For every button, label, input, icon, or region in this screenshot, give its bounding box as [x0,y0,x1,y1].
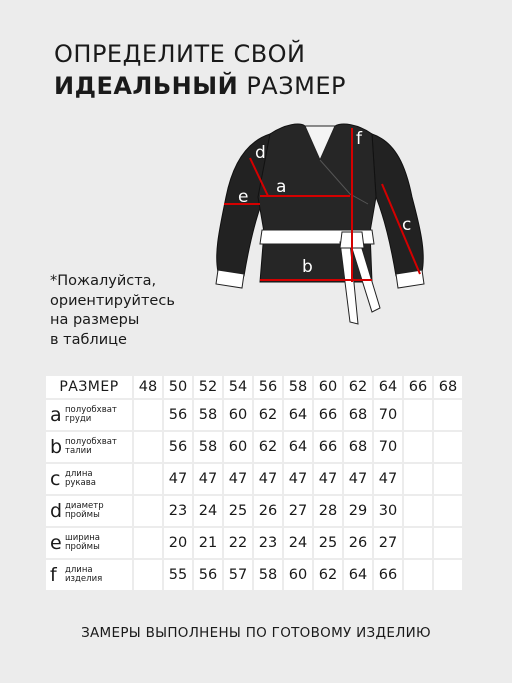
note-line-3: на размеры [50,312,140,328]
row-desc [65,502,104,521]
size-header-row [46,376,462,398]
row-desc-line-1: полуобхват [65,404,117,415]
row-label-wrap [50,533,132,553]
table-cell: 47 [224,464,252,494]
table-cell [434,432,462,462]
table-cell: 24 [284,528,312,558]
table-cell: 56 [164,400,192,430]
row-letter: a [50,404,62,426]
table-cell: 58 [194,400,222,430]
table-cell: 47 [314,464,342,494]
table-cell: 64 [344,560,372,590]
table-cell [404,496,432,526]
table-cell: 56 [194,560,222,590]
table-cell [404,400,432,430]
table-cell: 66 [314,432,342,462]
row-desc-line-1: длина [65,468,93,479]
table-cell: 47 [374,464,402,494]
row-label [46,496,132,526]
row-desc-line-2: проймы [65,510,100,520]
row-label [46,464,132,494]
table-cell [404,432,432,462]
table-cell: 68 [344,432,372,462]
size-col-header: 54 [224,376,252,398]
table-row [46,400,462,430]
table-cell: 24 [194,496,222,526]
row-desc-line-1: полуобхват [65,436,117,447]
row-desc-line-2: груди [65,414,92,424]
row-letter: e [50,532,62,554]
table-cell: 26 [254,496,282,526]
note-line-2: ориентируйтесь [50,292,175,309]
table-cell: 55 [164,560,192,590]
table-cell [134,432,162,462]
label-c: c [402,215,412,235]
row-letter: f [50,564,57,586]
row-desc [65,438,117,457]
table-row [46,432,462,462]
table-cell: 60 [224,432,252,462]
table-cell: 47 [284,464,312,494]
table-cell: 26 [344,528,372,558]
label-b: b [302,257,313,277]
title-rest: РАЗМЕР [238,72,346,100]
row-label-wrap [50,565,132,585]
right-sleeve [372,134,423,279]
table-cell [134,560,162,590]
label-e: e [238,187,249,207]
size-col-header: 56 [254,376,282,398]
table-cell: 21 [194,528,222,558]
row-label [46,432,132,462]
table-cell: 47 [254,464,282,494]
table-cell: 22 [224,528,252,558]
table-cell: 62 [254,432,282,462]
size-table [44,374,464,592]
row-label-wrap [50,501,132,521]
table-cell [434,528,462,558]
row-label [46,528,132,558]
table-cell [404,528,432,558]
size-col-header: 50 [164,376,192,398]
table-cell: 27 [284,496,312,526]
size-col-header: 68 [434,376,462,398]
note-line-4: в таблице [50,331,127,348]
table-cell [434,560,462,590]
table-cell: 64 [284,432,312,462]
table-cell [434,496,462,526]
size-col-header: 52 [194,376,222,398]
table-cell: 70 [374,400,402,430]
title-line-1: ОПРЕДЕЛИТЕ СВОЙ [54,40,306,68]
table-cell [134,400,162,430]
row-label-wrap [50,469,132,489]
table-cell: 23 [254,528,282,558]
table-cell: 27 [374,528,402,558]
table-cell: 25 [224,496,252,526]
label-f: f [356,129,362,149]
table-cell [404,464,432,494]
label-a: a [276,177,287,197]
row-desc-line-1: длина [65,564,93,575]
table-cell: 23 [164,496,192,526]
title-bold-word: ИДЕАЛЬНЫЙ [54,72,239,100]
row-desc-line-1: диаметр [65,500,104,511]
table-cell: 57 [224,560,252,590]
table-cell [134,464,162,494]
row-desc-line-2: изделия [65,574,103,584]
table-cell: 20 [164,528,192,558]
table-row [46,560,462,590]
title-line-2 [54,70,346,102]
row-letter: d [50,500,63,522]
table-cell: 28 [314,496,342,526]
size-header-label: РАЗМЕР [46,376,132,398]
table-cell: 70 [374,432,402,462]
table-cell: 62 [314,560,342,590]
table-cell: 47 [194,464,222,494]
row-label [46,560,132,590]
table-cell: 29 [344,496,372,526]
table-cell [134,528,162,558]
page-title [54,38,346,102]
row-letter: c [50,468,61,490]
size-col-header: 64 [374,376,402,398]
table-row [46,464,462,494]
table-row [46,528,462,558]
size-col-header: 62 [344,376,372,398]
size-col-header: 66 [404,376,432,398]
row-label-wrap [50,437,132,457]
row-desc [65,470,96,489]
table-cell [404,560,432,590]
row-letter: b [50,436,63,458]
table-cell: 58 [254,560,282,590]
size-col-header: 58 [284,376,312,398]
table-cell [434,464,462,494]
row-desc-line-2: рукава [65,478,96,488]
table-row [46,496,462,526]
row-desc-line-1: ширина [65,532,100,543]
footer-note: ЗАМЕРЫ ВЫПОЛНЕНЫ ПО ГОТОВОМУ ИЗДЕЛИЮ [81,625,431,641]
table-cell: 62 [254,400,282,430]
table-cell [434,400,462,430]
row-desc [65,406,117,425]
table-cell: 47 [344,464,372,494]
row-label [46,400,132,430]
table-cell [134,496,162,526]
table-cell: 60 [284,560,312,590]
table-cell: 56 [164,432,192,462]
table-cell: 60 [224,400,252,430]
table-cell: 25 [314,528,342,558]
note-line-1: *Пожалуйста, [50,273,157,289]
label-d: d [255,143,266,163]
garment-illustration [200,112,440,362]
size-col-header: 60 [314,376,342,398]
row-desc-line-2: талии [65,446,92,456]
table-cell: 47 [164,464,192,494]
size-note [50,272,220,350]
row-label-wrap [50,405,132,425]
table-cell: 30 [374,496,402,526]
table-cell: 58 [194,432,222,462]
table-cell: 66 [374,560,402,590]
table-cell: 64 [284,400,312,430]
row-desc [65,534,100,553]
row-desc [65,566,102,585]
table-cell: 68 [344,400,372,430]
table-cell: 66 [314,400,342,430]
size-col-header: 48 [134,376,162,398]
row-desc-line-2: проймы [65,542,100,552]
